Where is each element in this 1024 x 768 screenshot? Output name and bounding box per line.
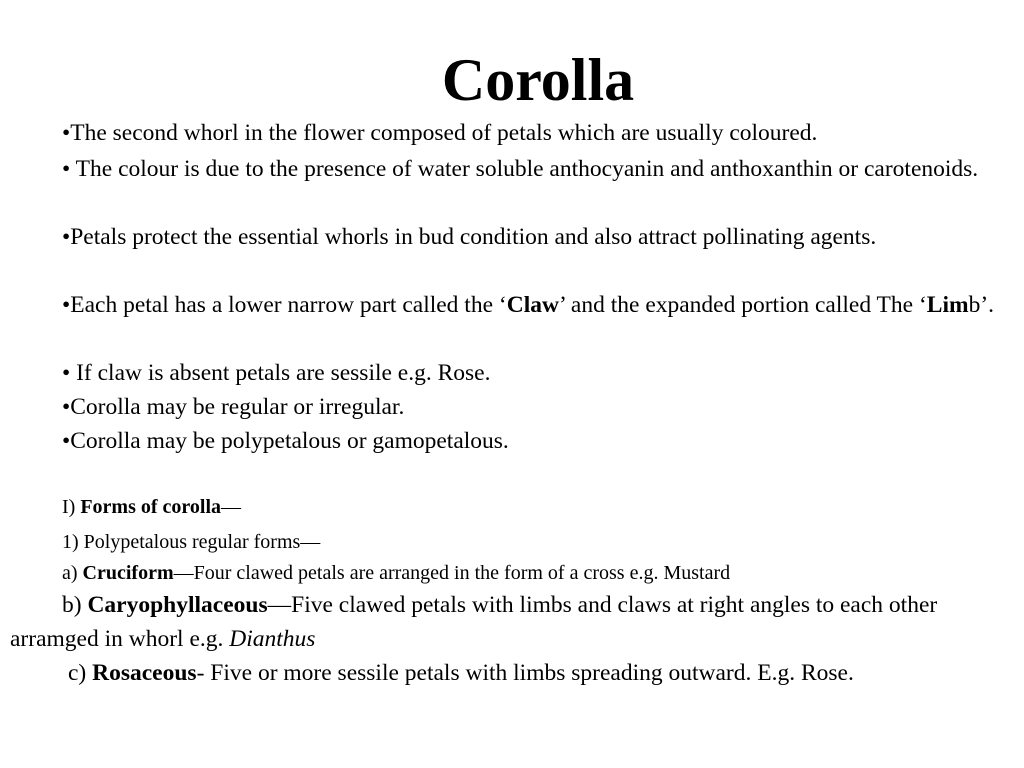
item-c-rest: - Five or more sessile petals with limbs spreading outward. E.g. Rose. [196,660,854,686]
bullet-poly-gamo: •Corolla may be polypetalous or gamopetalous. [62,428,509,454]
bullet-claw-absent: • If claw is absent petals are sessile e.g. Rose. [62,360,491,386]
item-c-prefix: c) [68,660,93,686]
page-title: Corolla [441,47,635,113]
item-b-prefix: b) [62,592,88,618]
forms-heading-suffix: — [221,496,242,518]
caryophyllaceous-term: Caryophyllaceous [87,592,268,618]
bullet-regular-irregular: •Corolla may be regular or irregular. [62,394,405,420]
rosaceous-term: Rosaceous [92,660,197,686]
bullet-claw-limb-post: b’. [968,292,995,318]
limb-term: Lim [926,292,969,318]
cruciform-term: Cruciform [82,562,174,584]
item-cruciform [62,561,1014,585]
forms-heading-bold: Forms of corolla [80,496,222,518]
dianthus-term: Dianthus [229,626,316,652]
claw-term: Claw [506,292,559,318]
bullet-petals-protect: •Petals protect the essential whorls in bud condition and also attract pollinating agents. [62,224,877,250]
item-caryophyllaceous [10,588,1014,656]
forms-heading [62,495,1014,519]
item-a-prefix: a) [62,562,83,584]
bullet-claw-limb-mid: ’ and the expanded portion called The ‘ [558,292,927,318]
poly-heading: 1) Polypetalous regular forms— [62,531,321,553]
item-b-rest: —Five clawed petals with limbs and claws at right angles to each other arramged in whorl e.g. [10,592,938,652]
bullet-claw-limb [62,288,1014,322]
bullet-colour: • The colour is due to the presence of water soluble anthocyanin and anthoxanthin or carotenoids. [62,156,979,182]
bullet-claw-limb-pre: •Each petal has a lower narrow part called the ‘ [62,292,507,318]
item-a-rest: —Four clawed petals are arranged in the form of a cross e.g. Mustard [173,562,731,584]
bullet-second-whorl: •The second whorl in the flower composed of petals which are usually coloured. [62,120,818,146]
item-rosaceous [10,656,1014,690]
forms-heading-prefix: I) [62,496,81,518]
